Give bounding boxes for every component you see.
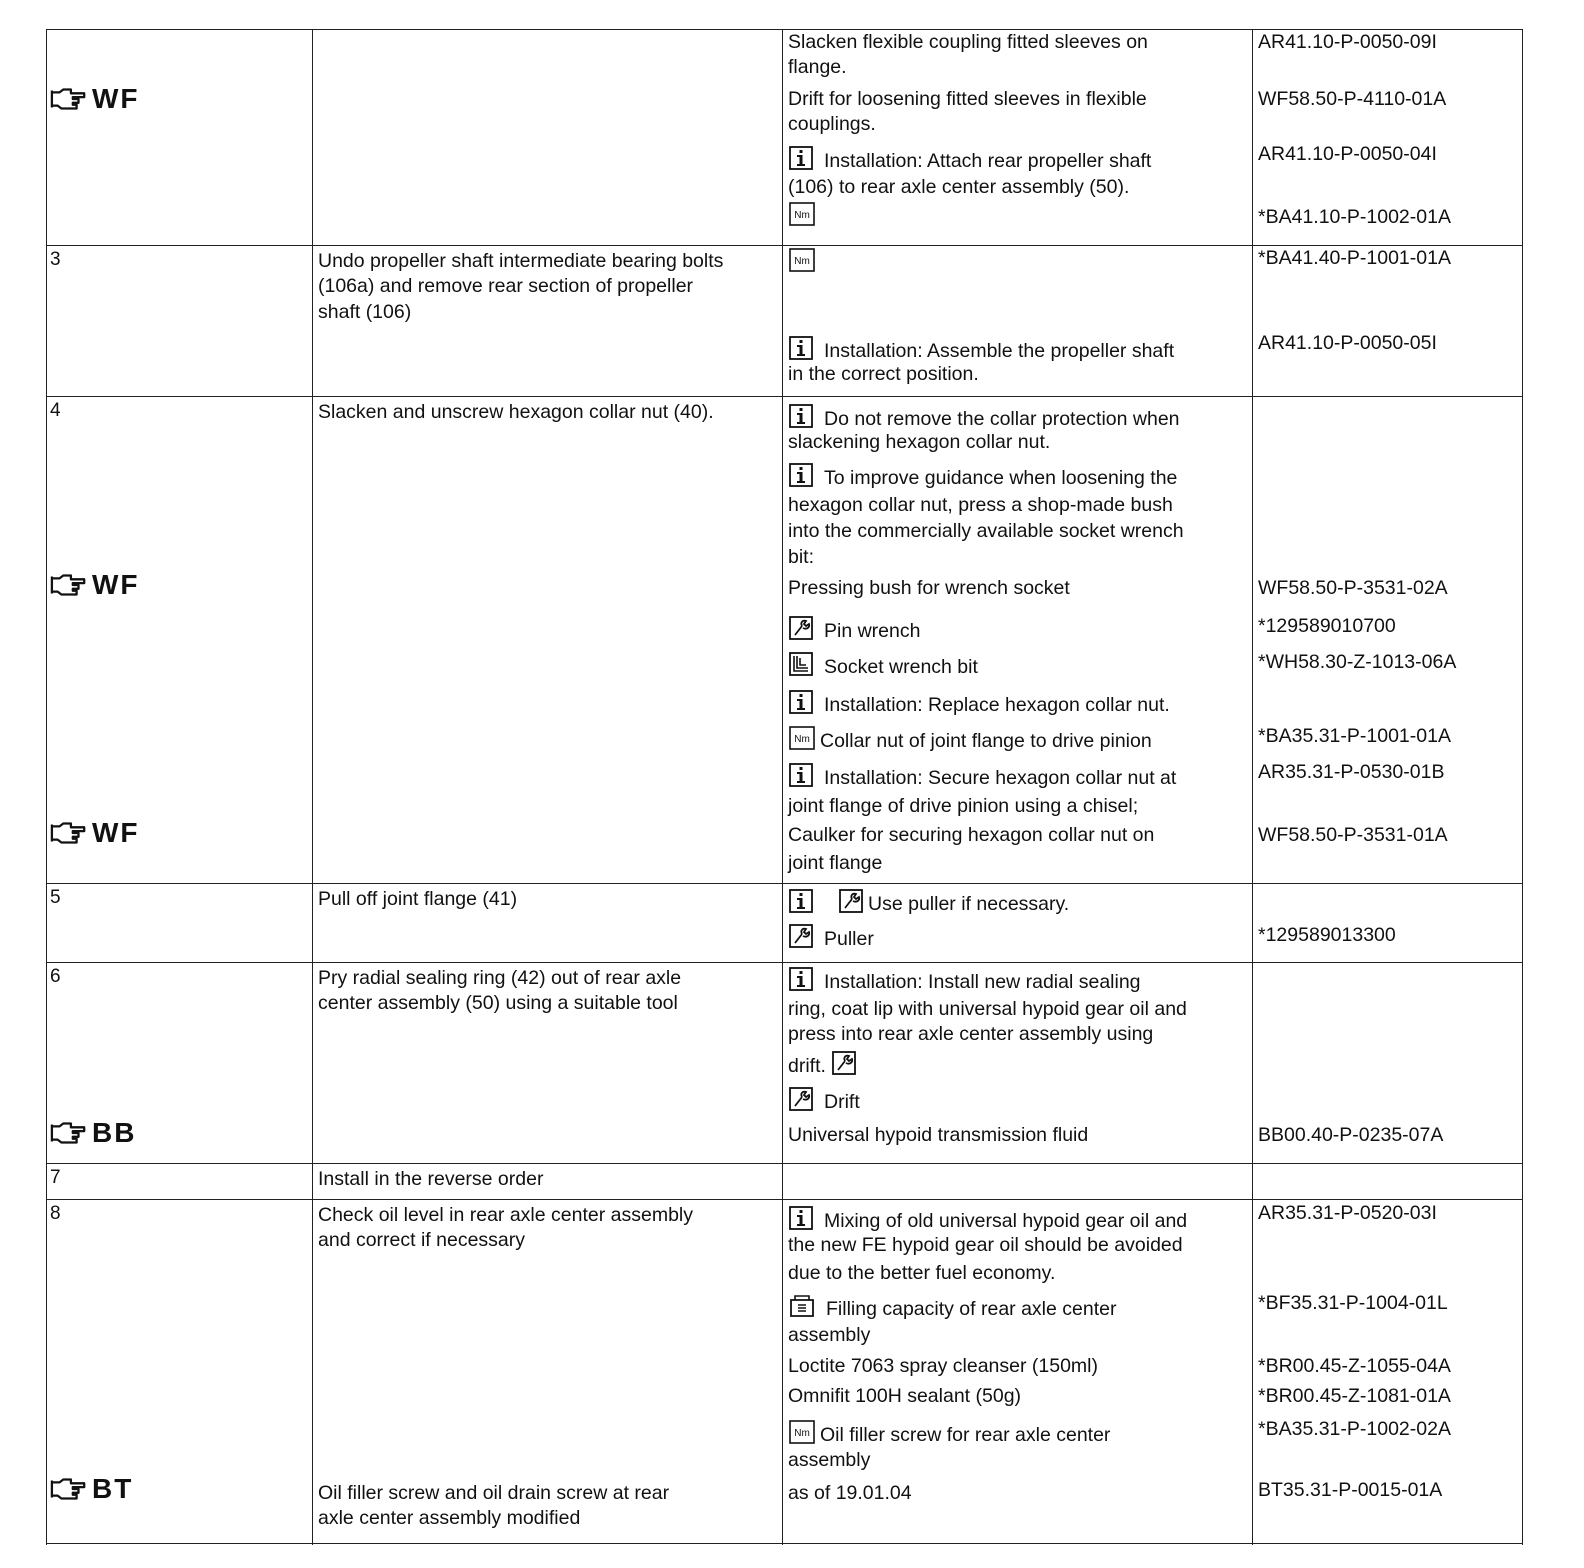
- action-text: Pry radial sealing ring (42) out of rear axle: [318, 967, 682, 989]
- note-text: into the commercially available socket wrench: [788, 520, 1184, 542]
- action-text: and correct if necessary: [318, 1229, 526, 1251]
- note-text: Universal hypoid transmission fluid: [788, 1124, 1089, 1146]
- note-text: assembly: [788, 1449, 871, 1471]
- action-text: Oil filler screw and oil drain screw at rear: [318, 1482, 670, 1504]
- note-text: couplings.: [788, 113, 876, 135]
- procedure-table: [46, 29, 1523, 1545]
- action-text: axle center assembly modified: [318, 1507, 581, 1529]
- doc-reference: *BA41.10-P-1002-01A: [1258, 206, 1451, 228]
- note-text: slackening hexagon collar nut.: [788, 431, 1051, 453]
- note-text: Filling capacity of rear axle center: [788, 1294, 1116, 1322]
- info-icon: [788, 889, 814, 913]
- info-icon: [788, 463, 814, 487]
- note-text: drift.: [788, 1051, 867, 1079]
- pointing-hand-icon: [50, 1120, 88, 1146]
- action-text: (106a) and remove rear section of propeller: [318, 275, 694, 297]
- action-text: center assembly (50) using a suitable tool: [318, 992, 678, 1014]
- doc-reference: WF58.50-P-3531-02A: [1258, 577, 1448, 599]
- note-text: Installation: Install new radial sealing: [788, 967, 1141, 995]
- pointing-hand-icon: [50, 86, 88, 112]
- action-text: Undo propeller shaft intermediate bearing bolts: [318, 250, 724, 272]
- doc-reference: WF58.50-P-3531-01A: [1258, 824, 1448, 846]
- note-text: press into rear axle center assembly using: [788, 1023, 1154, 1045]
- note-text: Omnifit 100H sealant (50g): [788, 1385, 1022, 1407]
- doc-reference: BT35.31-P-0015-01A: [1258, 1479, 1443, 1501]
- note-text: Collar nut of joint flange to drive pinion: [788, 726, 1152, 754]
- note-text: the new FE hypoid gear oil should be avoided: [788, 1234, 1183, 1256]
- note-text: assembly: [788, 1324, 871, 1346]
- step-number: 5: [50, 887, 61, 908]
- special-tool-icon: [788, 1087, 814, 1111]
- pointing-hand-icon: [50, 572, 88, 598]
- info-icon: [788, 690, 814, 714]
- column-divider: [46, 29, 47, 1545]
- torque-icon: [788, 726, 816, 750]
- doc-reference: *BA35.31-P-1001-01A: [1258, 725, 1451, 747]
- special-tool-icon: [831, 1051, 857, 1075]
- note-text: [788, 202, 826, 230]
- doc-reference: *WH58.30-Z-1013-06A: [1258, 651, 1457, 673]
- column-divider: [312, 29, 313, 1545]
- doc-reference: *BR00.45-Z-1055-04A: [1258, 1355, 1451, 1377]
- note-text: joint flange: [788, 852, 883, 874]
- note-text: in the correct position.: [788, 363, 979, 385]
- workshop-marker: [50, 570, 140, 600]
- doc-reference: *129589010700: [1258, 615, 1396, 637]
- row-divider: [46, 1543, 1523, 1544]
- action-text: Slacken and unscrew hexagon collar nut (40).: [318, 401, 714, 423]
- socket-wrench-icon: [788, 652, 814, 676]
- workshop-marker: [50, 84, 140, 114]
- filling-capacity-icon: [788, 1294, 816, 1318]
- note-text: as of 19.01.04: [788, 1482, 912, 1504]
- note-text: Slacken flexible coupling fitted sleeves on: [788, 31, 1148, 53]
- row-divider: [46, 883, 1523, 884]
- note-text: Pressing bush for wrench socket: [788, 577, 1070, 599]
- note-text: Installation: Replace hexagon collar nut.: [788, 690, 1170, 718]
- row-divider: [46, 962, 1523, 963]
- doc-reference: *BA41.40-P-1001-01A: [1258, 247, 1451, 269]
- note-text: Socket wrench bit: [788, 652, 978, 680]
- info-icon: [788, 146, 814, 170]
- column-divider: [782, 29, 783, 1545]
- note-text: due to the better fuel economy.: [788, 1262, 1056, 1284]
- doc-reference: WF58.50-P-4110-01A: [1258, 88, 1447, 110]
- note-text: (106) to rear axle center assembly (50).: [788, 176, 1130, 198]
- special-tool-icon: [788, 924, 814, 948]
- note-text: Use puller if necessary.: [788, 889, 1069, 917]
- note-text: [788, 248, 826, 276]
- column-divider: [1522, 29, 1523, 1545]
- note-text: Puller: [788, 924, 874, 952]
- row-divider: [46, 396, 1523, 397]
- note-text: bit:: [788, 546, 815, 568]
- info-icon: [788, 763, 814, 787]
- doc-reference: BB00.40-P-0235-07A: [1258, 1124, 1444, 1146]
- note-text: Installation: Secure hexagon collar nut at: [788, 763, 1176, 791]
- step-number: 3: [50, 249, 61, 270]
- note-text: Do not remove the collar protection when: [788, 404, 1180, 432]
- note-text: joint flange of drive pinion using a chisel;: [788, 795, 1139, 817]
- note-text: Drift: [788, 1087, 860, 1115]
- marker-label: BT: [92, 1473, 134, 1504]
- note-text: flange.: [788, 56, 847, 78]
- step-number: 6: [50, 966, 61, 987]
- marker-label: WF: [92, 83, 140, 114]
- info-icon: [788, 967, 814, 991]
- note-text: Loctite 7063 spray cleanser (150ml): [788, 1355, 1098, 1377]
- workshop-marker: [50, 818, 140, 848]
- torque-icon: [788, 1420, 816, 1444]
- info-icon: [788, 404, 814, 428]
- step-number: 7: [50, 1167, 61, 1188]
- note-text: Pin wrench: [788, 616, 920, 644]
- doc-reference: *129589013300: [1258, 924, 1396, 946]
- note-text: Caulker for securing hexagon collar nut on: [788, 824, 1155, 846]
- doc-reference: AR35.31-P-0530-01B: [1258, 761, 1445, 783]
- column-divider: [1252, 29, 1253, 1545]
- marker-label: WF: [92, 569, 140, 600]
- doc-reference: AR41.10-P-0050-05I: [1258, 332, 1437, 354]
- note-text: Installation: Assemble the propeller shaft: [788, 336, 1174, 364]
- note-text: Mixing of old universal hypoid gear oil and: [788, 1206, 1187, 1234]
- action-text: Check oil level in rear axle center assembly: [318, 1204, 693, 1226]
- action-text: Pull off joint flange (41): [318, 888, 518, 910]
- row-divider: [46, 1163, 1523, 1164]
- note-text: hexagon collar nut, press a shop-made bush: [788, 494, 1173, 516]
- pointing-hand-icon: [50, 820, 88, 846]
- note-text: To improve guidance when loosening the: [788, 463, 1177, 491]
- pointing-hand-icon: [50, 1476, 88, 1502]
- torque-icon: [788, 202, 816, 226]
- action-text: Install in the reverse order: [318, 1168, 544, 1190]
- doc-reference: *BF35.31-P-1004-01L: [1258, 1292, 1448, 1314]
- technical-marker: [50, 1474, 133, 1504]
- special-tool-icon: [838, 889, 864, 913]
- action-text: shaft (106): [318, 301, 412, 323]
- step-number: 4: [50, 400, 61, 421]
- marker-label: WF: [92, 817, 140, 848]
- note-text: Installation: Attach rear propeller shaft: [788, 146, 1151, 174]
- note-text: Drift for loosening fitted sleeves in flexible: [788, 88, 1147, 110]
- operating-fluids-marker: [50, 1118, 136, 1148]
- doc-reference: *BA35.31-P-1002-02A: [1258, 1418, 1451, 1440]
- torque-icon: [788, 248, 816, 272]
- step-number: 8: [50, 1203, 61, 1224]
- marker-label: BB: [92, 1117, 137, 1148]
- info-icon: [788, 336, 814, 360]
- doc-reference: AR41.10-P-0050-09I: [1258, 31, 1437, 53]
- info-icon: [788, 1206, 814, 1230]
- special-tool-icon: [788, 616, 814, 640]
- note-text: Oil filler screw for rear axle center: [788, 1420, 1110, 1448]
- doc-reference: AR41.10-P-0050-04I: [1258, 143, 1437, 165]
- note-text: ring, coat lip with universal hypoid gear oil and: [788, 998, 1187, 1020]
- doc-reference: *BR00.45-Z-1081-01A: [1258, 1385, 1451, 1407]
- doc-reference: AR35.31-P-0520-03I: [1258, 1202, 1437, 1224]
